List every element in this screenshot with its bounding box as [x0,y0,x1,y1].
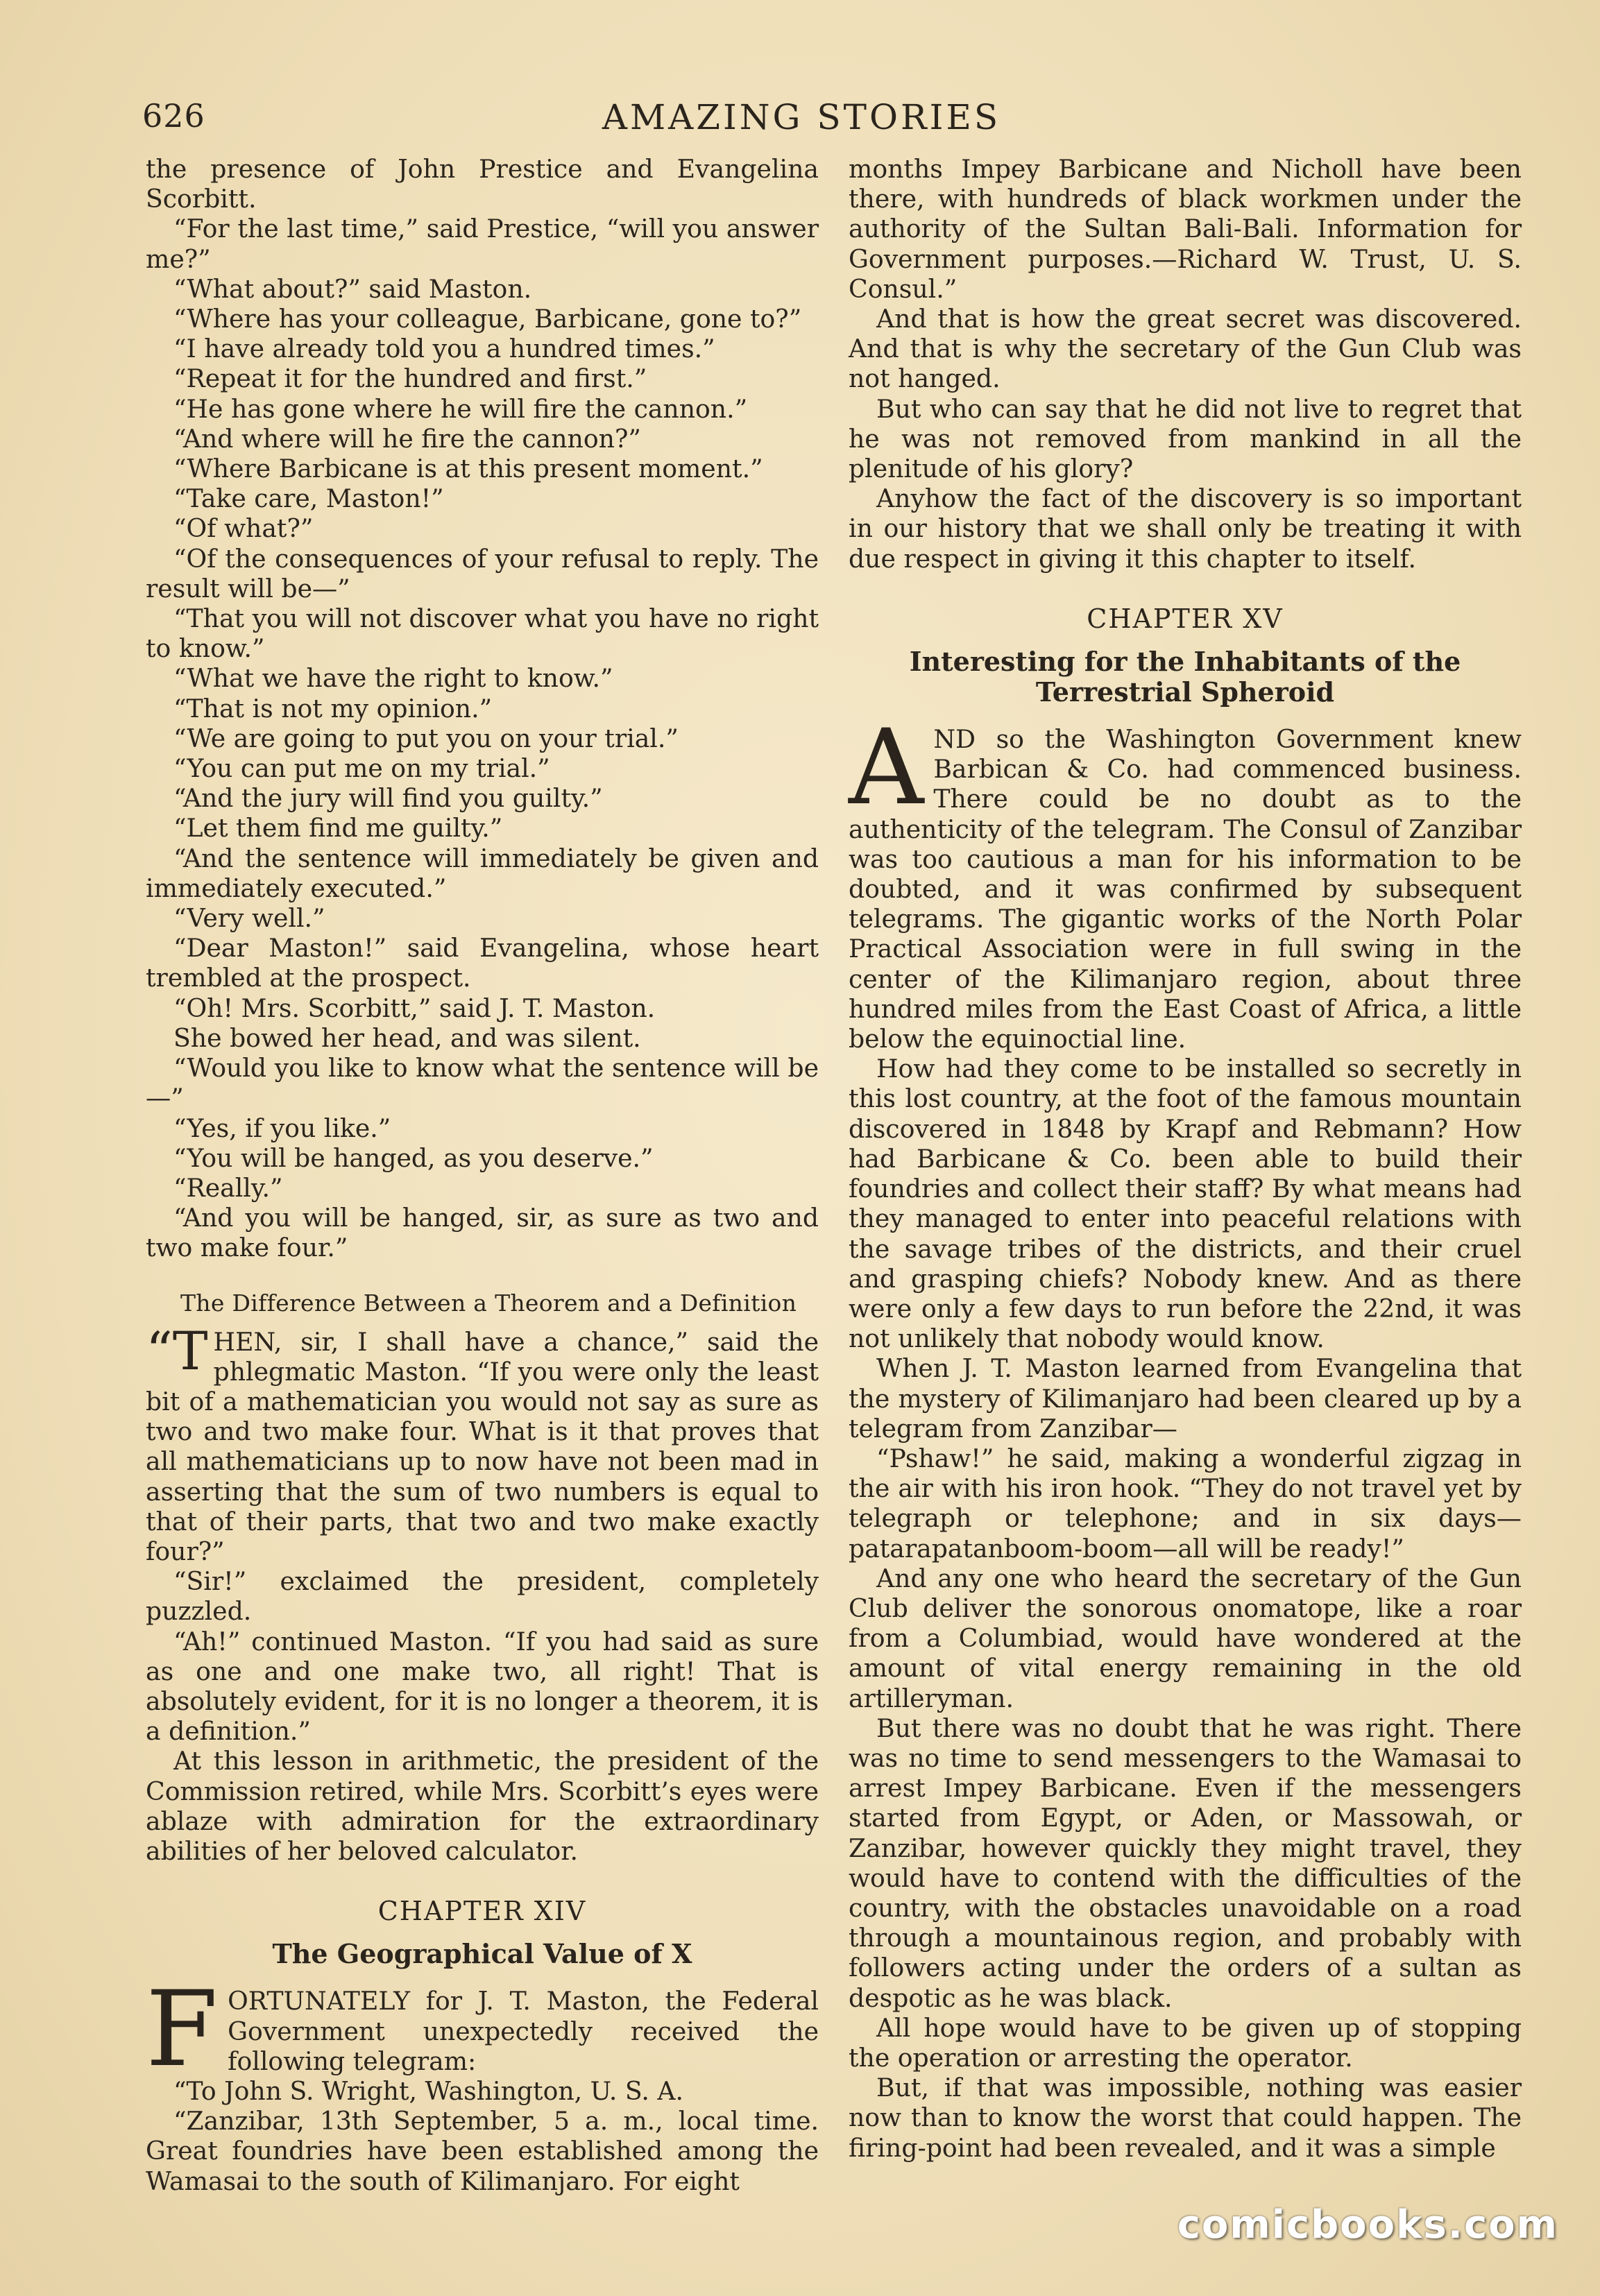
running-title: AMAZING STORIES [602,97,1001,137]
paragraph: “What about?” said Maston. [173,273,532,304]
chapter-number: CHAPTER XV [1087,603,1284,634]
right-column [849,154,1522,2163]
paragraph: “Oh! Mrs. Scorbitt,” said J. T. Maston. [173,993,656,1023]
paragraph: How had they come to be installed so secretly in this lost country, at the foot of the famous mountain discovered in 1848 by Krapf and Rebmann? How had Barbicane & Co. been able to build their foundries and collect their staff? By what means had they managed to enter into peaceful relations with the savage tribes of the districts, and their cruel and grasping chiefs? Nobody knew. And as there were only a few days to run before the 22nd, it was not unlikely that nobody would know. [849,1054,1522,1354]
drop-cap: A [849,708,924,829]
paragraph-text: ND so the Washington Government knew Barbican & Co. had commenced business. There could be no doubt as to the authenticity of the telegram. The Consul of Zanzibar was too cautious a man for his information to be doubted, and it was confirmed by subsequent telegrams. The gigantic works of the North Polar Practical Association were in full swing in the center of the Kilimanjaro region, about three hundred miles from the East Coast of Africa, a little below the equinoctial line. [849,724,1522,1054]
paragraph: “What we have the right to know.” [173,663,613,694]
paragraph: “Let them find me guilty.” [173,813,503,843]
paragraph: “Take care, Maston!” [173,483,444,514]
paragraph: “He has gone where he will fire the cannon.” [173,393,748,424]
paragraph: “I have already told you a hundred times.” [173,334,715,364]
paragraph: “Repeat it for the hundred and first.” [173,363,647,394]
paragraph-text: HEN, sir, I shall have a chance,” said the phlegmatic Maston. “If you were only the least bit of a mathematician you would not say as sure as two and two make four. What is it that proves that all mathematicians up to now have not been mad in asserting that the sum of two numbers is equal to that of their parts, that two and two make exactly four?” [146,1326,819,1566]
paragraph: “Very well.” [173,903,325,934]
dropcap-paragraph [146,1319,819,1567]
paragraph: “You can put me on my trial.” [173,753,550,784]
watermark: comicbooks.com [1177,2202,1558,2247]
left-column [146,154,819,2196]
paragraph: But, if that was impossible, nothing was easier now than to know the worst that could happen. The firing-point had been revealed, and it was a simple [849,2073,1522,2163]
paragraph: But who can say that he did not live to regret that he was not removed from mankind in all the plenitude of his glory? [849,393,1522,484]
paragraph: “Of what?” [173,513,314,544]
paragraph: the presence of John Prestice and Evangelina Scorbitt. [146,154,819,214]
paragraph: “Pshaw!” he said, making a wonderful zigzag in the air with his iron hook. “They do not travel yet by telegraph or telephone; and in six days—patarapatanboom-boom—all will be ready!” [849,1443,1522,1563]
paragraph: And that is how the great secret was discovered. And that is why the secretary of the Gun Club was not hanged. [849,304,1522,394]
paragraph: “Where has your colleague, Barbicane, gone to?” [173,304,802,334]
chapter-number: CHAPTER XIV [377,1896,587,1927]
paragraph-text: ORTUNATELY for J. T. Maston, the Federal Government unexpectedly received the following telegram: [228,1986,819,2076]
paragraph: “Zanzibar, 13th September, 5 a. m., local time. Great foundries have been established among the Wamasai to the south of Kilimanjaro. For eight [146,2106,819,2196]
paragraph: “Ah!” continued Maston. “If you had said as sure as one and one make two, all right! That is absolutely evident, for it is no longer a theorem, it is a definition.” [146,1626,819,1747]
section-subhead: The Difference Between a Theorem and a Definition [180,1289,797,1317]
paragraph: She bowed her head, and was silent. [173,1022,641,1053]
chapter-title: The Geographical Value of X [272,1938,692,1970]
page-number: 626 [142,97,205,135]
drop-cap: F [146,1969,219,2091]
paragraph: “That you will not discover what you have no right to know.” [146,603,819,664]
paragraph: When J. T. Maston learned from Evangelina that the mystery of Kilimanjaro had been cleared up by a telegram from Zanzibar— [849,1353,1522,1443]
paragraph: “And you will be hanged, sir, as sure as two and two make four.” [146,1203,819,1263]
paragraph: “Dear Maston!” said Evangelina, whose heart trembled at the prospect. [146,933,819,993]
paragraph: But there was no doubt that he was right. There was no time to send messengers to the Wamasai to arrest Impey Barbicane. Even if the messengers started from Egypt, or Aden, or Massowah, or Zanzibar, however quickly they might travel, they would have to contend with the difficulties of the country, with the obstacles unavoidable on a road through a mountainous region, and probably with followers acting under the orders of a sultan as despotic as he was black. [849,1713,1522,2013]
paragraph: All hope would have to be given up of stopping the operation or arresting the operator. [849,2012,1522,2073]
page-header [142,97,1461,146]
paragraph: “And where will he fire the cannon?” [173,423,641,454]
paragraph: “Would you like to know what the sentence will be—” [146,1053,819,1113]
paragraph: At this lesson in arithmetic, the president of the Commission retired, while Mrs. Scorbitt’s eyes were ablaze with admiration for the extraordinary abilities of her beloved calculator. [146,1746,819,1866]
paragraph: “Of the consequences of your refusal to reply. The result will be—” [146,543,819,603]
dropcap-paragraph [849,708,1522,1054]
paragraph: “And the jury will find you guilty.” [173,783,603,814]
paragraph: “And the sentence will immediately be given and immediately executed.” [146,843,819,903]
paragraph: And any one who heard the secretary of the Gun Club deliver the sonorous onomatope, like a roar from a Columbiad, would have wondered at the amount of vital energy remaining in the old artilleryman. [849,1563,1522,1713]
paragraph: “We are going to put you on your trial.” [173,723,679,753]
paragraph: “Yes, if you like.” [173,1113,391,1143]
paragraph: “For the last time,” said Prestice, “will you answer me?” [146,214,819,274]
paragraph: months Impey Barbicane and Nicholl have been there, with hundreds of black workmen under the authority of the Sultan Bali-Bali. Information for Government purposes.—Richard W. Trust, U. S. Consul.” [849,154,1522,304]
paragraph: “To John S. Wright, Washington, U. S. A. [173,2075,684,2106]
paragraph: “Really.” [173,1172,283,1203]
paragraph: “You will be hanged, as you deserve.” [173,1142,654,1173]
chapter-title: Interesting for the Inhabitants of the Terrestrial Spheroid [909,646,1461,708]
paragraph: “That is not my opinion.” [173,693,493,723]
paragraph: “Sir!” exclaimed the president, completely puzzled. [146,1566,819,1627]
drop-cap: “T [146,1319,208,1382]
paragraph: Anyhow the fact of the discovery is so important in our history that we shall only be treating it with due respect in giving it this chapter to itself. [849,483,1522,574]
paragraph: “Where Barbicane is at this present moment.” [173,454,763,484]
